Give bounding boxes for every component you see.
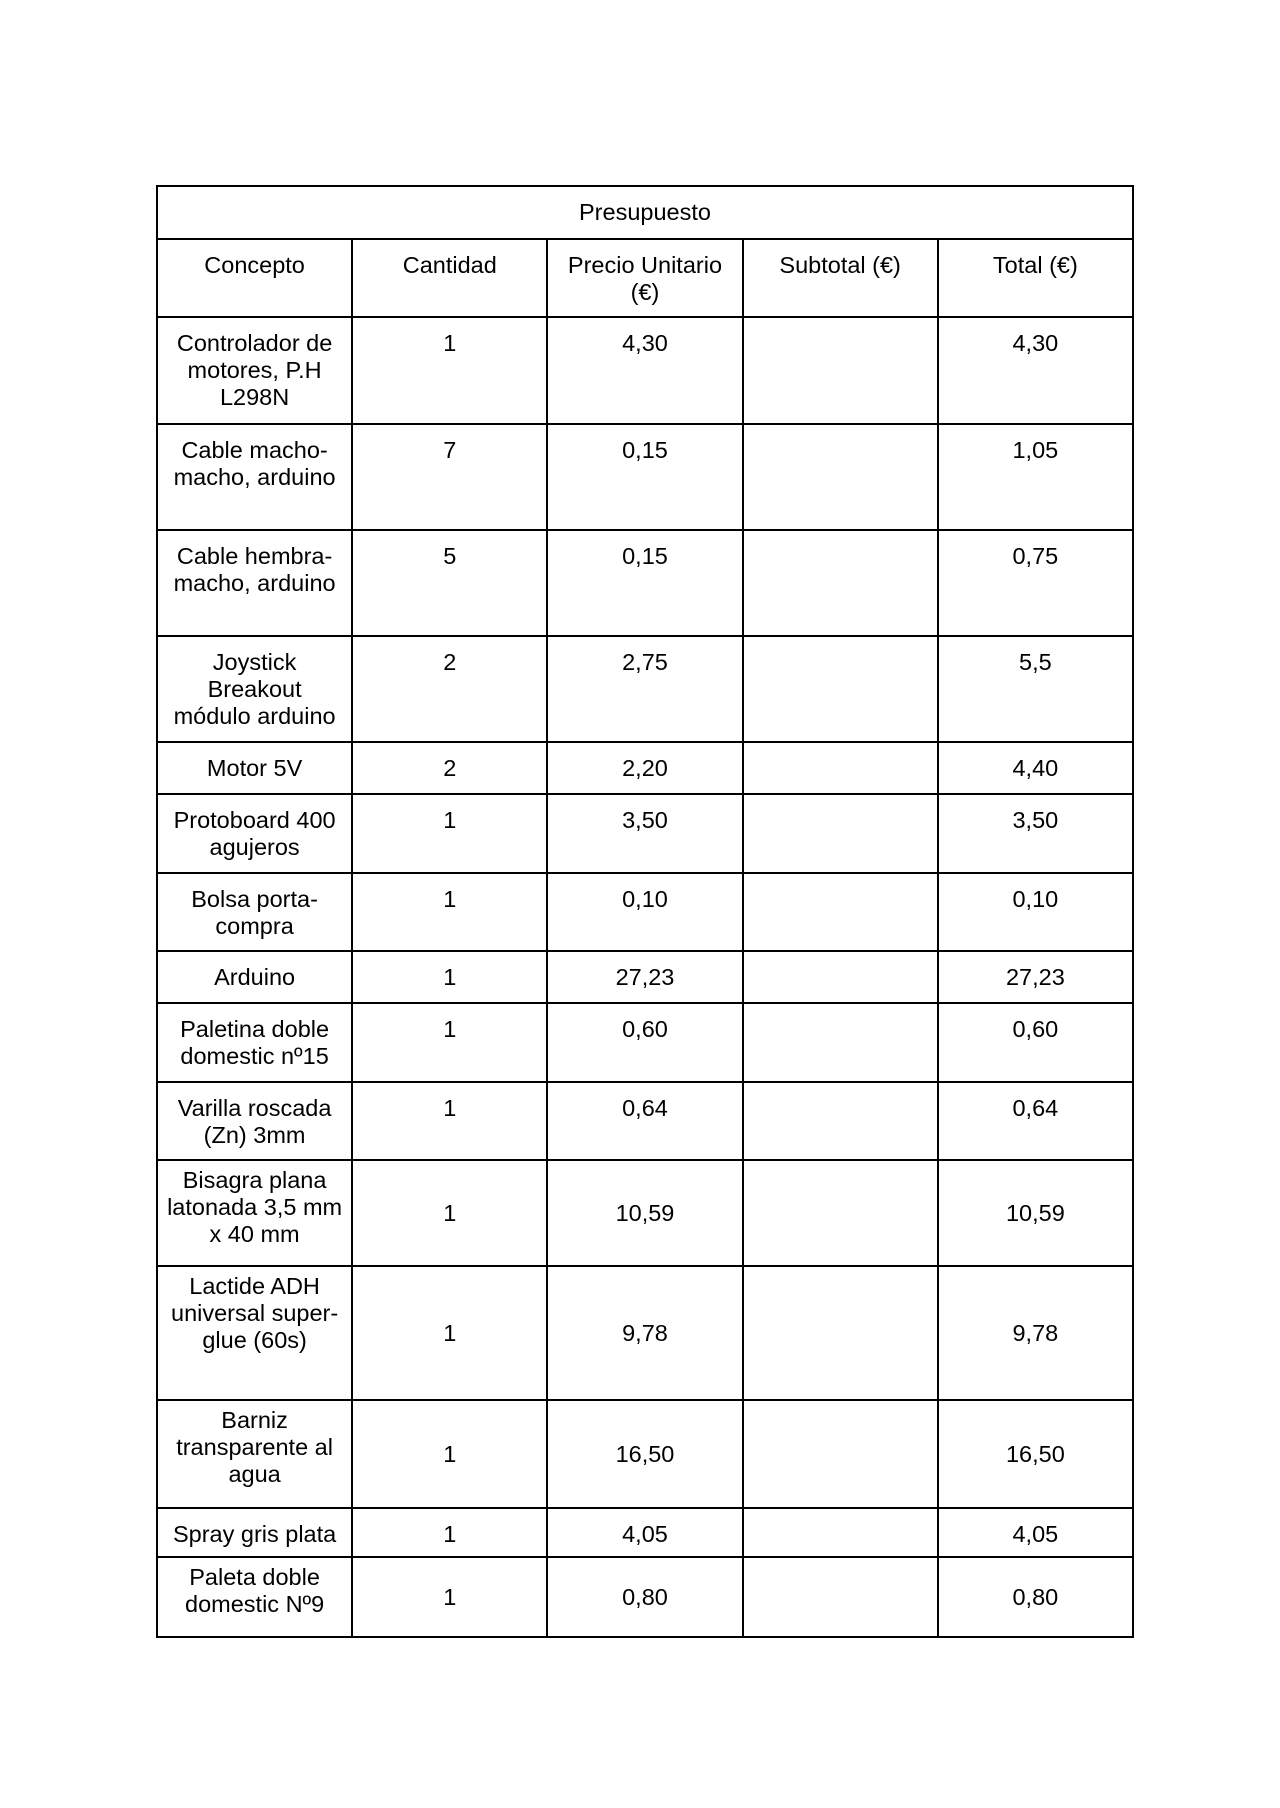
cell-concepto: Bisagra plana latonada 3,5 mm x 40 mm	[157, 1160, 352, 1266]
table-row	[157, 873, 1133, 951]
table-row	[157, 742, 1133, 794]
cell-concepto: Barniz transparente al agua	[157, 1400, 352, 1508]
cell-concepto: Arduino	[157, 951, 352, 1003]
cell-precio-unitario: 4,05	[547, 1508, 742, 1557]
cell-total: 3,50	[938, 794, 1133, 873]
cell-subtotal	[743, 1557, 938, 1637]
table-title: Presupuesto	[157, 186, 1133, 239]
header-concepto: Concepto	[157, 239, 352, 317]
cell-total: 0,80	[938, 1557, 1133, 1637]
cell-concepto: Varilla roscada (Zn) 3mm	[157, 1082, 352, 1160]
cell-subtotal	[743, 1400, 938, 1508]
cell-concepto: Bolsa porta-compra	[157, 873, 352, 951]
cell-cantidad: 2	[352, 636, 547, 742]
cell-precio-unitario: 16,50	[547, 1400, 742, 1508]
cell-precio-unitario: 0,10	[547, 873, 742, 951]
cell-subtotal	[743, 530, 938, 636]
cell-precio-unitario: 4,30	[547, 317, 742, 424]
cell-concepto: Motor 5V	[157, 742, 352, 794]
cell-cantidad: 7	[352, 424, 547, 530]
cell-total: 4,05	[938, 1508, 1133, 1557]
title-row	[157, 186, 1133, 239]
cell-cantidad: 1	[352, 1003, 547, 1082]
cell-precio-unitario: 0,15	[547, 530, 742, 636]
cell-cantidad: 1	[352, 1557, 547, 1637]
cell-total: 1,05	[938, 424, 1133, 530]
cell-total: 16,50	[938, 1400, 1133, 1508]
cell-cantidad: 1	[352, 1400, 547, 1508]
cell-cantidad: 1	[352, 1082, 547, 1160]
cell-precio-unitario: 3,50	[547, 794, 742, 873]
cell-precio-unitario: 10,59	[547, 1160, 742, 1266]
table-row	[157, 530, 1133, 636]
cell-cantidad: 1	[352, 1266, 547, 1400]
table-row	[157, 636, 1133, 742]
cell-concepto: Paleta doble domestic Nº9	[157, 1557, 352, 1637]
table-row	[157, 1400, 1133, 1508]
cell-subtotal	[743, 636, 938, 742]
table-row	[157, 1160, 1133, 1266]
cell-total: 4,30	[938, 317, 1133, 424]
table-row	[157, 1003, 1133, 1082]
cell-precio-unitario: 0,64	[547, 1082, 742, 1160]
cell-concepto: Cable hembra-macho, arduino	[157, 530, 352, 636]
cell-total: 0,10	[938, 873, 1133, 951]
table-row	[157, 1082, 1133, 1160]
cell-cantidad: 1	[352, 1160, 547, 1266]
cell-cantidad: 1	[352, 951, 547, 1003]
cell-concepto: Joystick Breakout módulo arduino	[157, 636, 352, 742]
header-subtotal: Subtotal (€)	[743, 239, 938, 317]
budget-table	[156, 185, 1134, 1638]
cell-subtotal	[743, 1082, 938, 1160]
header-cantidad: Cantidad	[352, 239, 547, 317]
cell-cantidad: 5	[352, 530, 547, 636]
table-row	[157, 1557, 1133, 1637]
cell-subtotal	[743, 1508, 938, 1557]
table-row	[157, 317, 1133, 424]
cell-precio-unitario: 2,20	[547, 742, 742, 794]
table-row	[157, 951, 1133, 1003]
cell-cantidad: 1	[352, 1508, 547, 1557]
cell-cantidad: 2	[352, 742, 547, 794]
cell-concepto: Protoboard 400 agujeros	[157, 794, 352, 873]
cell-concepto: Lactide ADH universal super-glue (60s)	[157, 1266, 352, 1400]
cell-subtotal	[743, 424, 938, 530]
table-body	[157, 317, 1133, 1637]
table-row	[157, 424, 1133, 530]
cell-subtotal	[743, 951, 938, 1003]
cell-precio-unitario: 27,23	[547, 951, 742, 1003]
cell-subtotal	[743, 742, 938, 794]
cell-total: 0,75	[938, 530, 1133, 636]
cell-total: 0,60	[938, 1003, 1133, 1082]
cell-cantidad: 1	[352, 317, 547, 424]
cell-total: 4,40	[938, 742, 1133, 794]
cell-subtotal	[743, 1266, 938, 1400]
cell-subtotal	[743, 1003, 938, 1082]
cell-cantidad: 1	[352, 794, 547, 873]
cell-precio-unitario: 0,60	[547, 1003, 742, 1082]
cell-concepto: Cable macho-macho, arduino	[157, 424, 352, 530]
cell-precio-unitario: 2,75	[547, 636, 742, 742]
cell-precio-unitario: 0,80	[547, 1557, 742, 1637]
cell-cantidad: 1	[352, 873, 547, 951]
header-total: Total (€)	[938, 239, 1133, 317]
cell-total: 0,64	[938, 1082, 1133, 1160]
table-row	[157, 1266, 1133, 1400]
cell-total: 10,59	[938, 1160, 1133, 1266]
cell-precio-unitario: 0,15	[547, 424, 742, 530]
table-row	[157, 1508, 1133, 1557]
cell-total: 9,78	[938, 1266, 1133, 1400]
header-precio-unitario: Precio Unitario (€)	[547, 239, 742, 317]
cell-subtotal	[743, 1160, 938, 1266]
cell-subtotal	[743, 794, 938, 873]
header-row	[157, 239, 1133, 317]
cell-precio-unitario: 9,78	[547, 1266, 742, 1400]
cell-subtotal	[743, 873, 938, 951]
cell-total: 27,23	[938, 951, 1133, 1003]
cell-concepto: Controlador de motores, P.H L298N	[157, 317, 352, 424]
cell-subtotal	[743, 317, 938, 424]
cell-concepto: Paletina doble domestic nº15	[157, 1003, 352, 1082]
cell-total: 5,5	[938, 636, 1133, 742]
table-row	[157, 794, 1133, 873]
cell-concepto: Spray gris plata	[157, 1508, 352, 1557]
